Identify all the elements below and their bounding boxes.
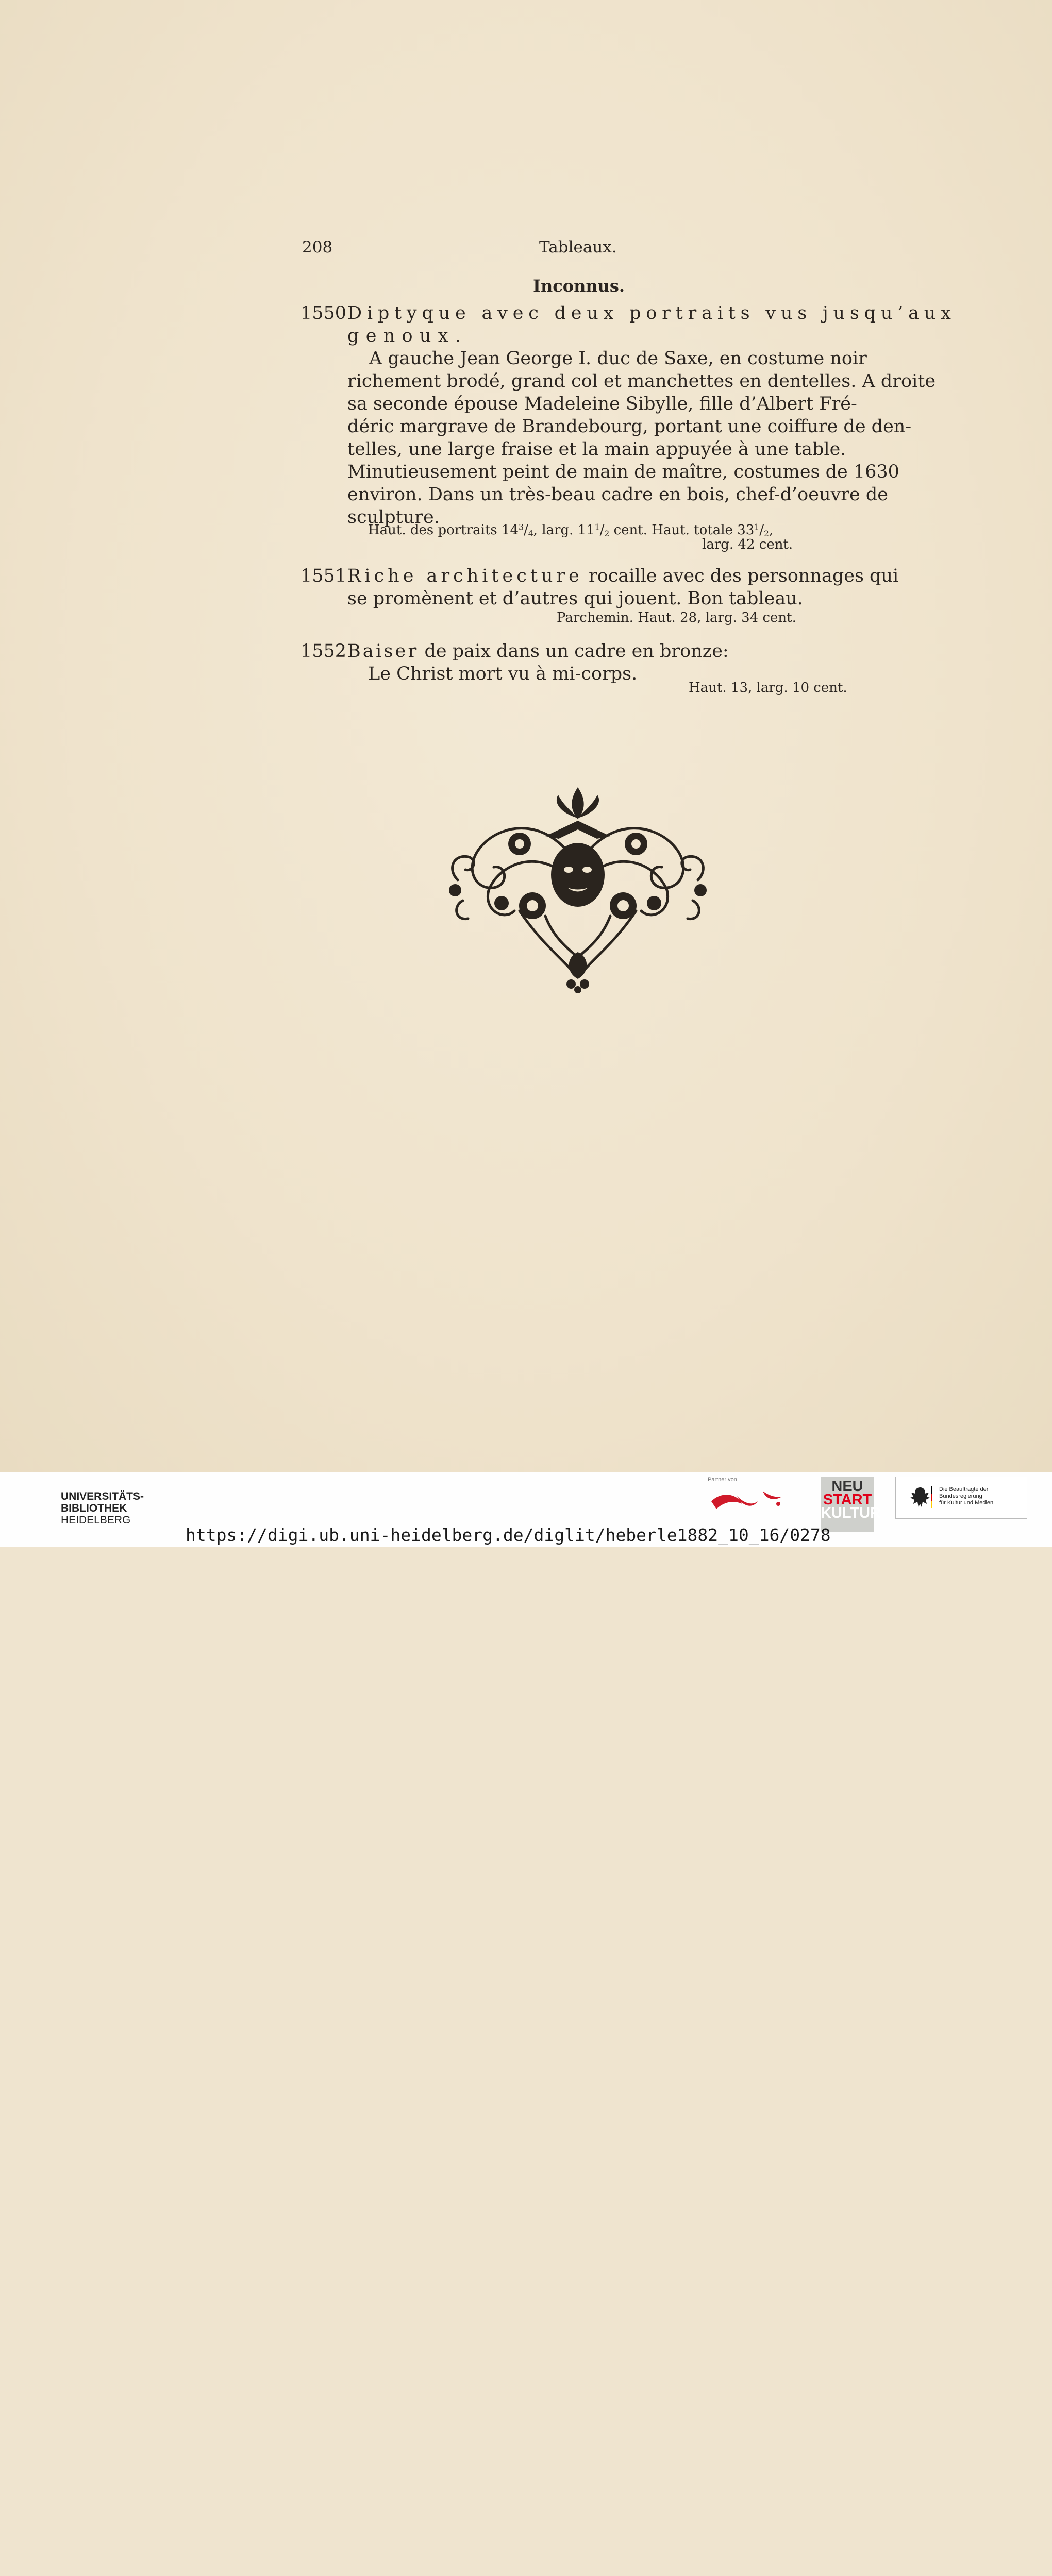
- library-name: UNIVERSITÄTS- BIBLIOTHEK HEIDELBERG: [61, 1490, 144, 1526]
- bkm-logo-box: [895, 1477, 1027, 1519]
- entry-dimensions: Haut. des portraits $14^3/_4$, larg. $11^1/_2$ cent. Haut. totale $33^1/_2$,: [368, 522, 774, 538]
- neustart-kultur-badge: NEU START KULTUR: [821, 1477, 874, 1532]
- entry-body-line: A gauche Jean George I. duc de Saxe, en costume noir: [369, 348, 867, 369]
- entry-body-line: se promènent et d’autres qui jouent. Bon tableau.: [347, 588, 803, 609]
- entry-heading-cont: genoux.: [347, 326, 468, 346]
- entry-heading: Riche architecture rocaille avec des personnages qui: [347, 566, 899, 586]
- bkm-label: Die Beauftragte der Bundesregierung für Kultur und Medien: [939, 1486, 994, 1506]
- entry-number: 1552: [300, 641, 347, 662]
- section-title: Inconnus.: [533, 276, 625, 296]
- entry-heading: Baiser de paix dans un cadre en bronze:: [347, 641, 729, 662]
- entry-body-line: environ. Dans un très-beau cadre en bois, chef-d’oeuvre de: [347, 484, 888, 505]
- entry-dimensions-cont: larg. 42 cent.: [702, 537, 793, 552]
- baroque-grotesque-mask-vignette-icon: [442, 787, 713, 993]
- entry-number: 1550: [300, 303, 347, 324]
- entry-body-line: déric margrave de Brandebourg, portant une coiffure de den-: [347, 416, 912, 437]
- partner-label: Partner von: [708, 1477, 737, 1483]
- entry-body-line: richement brodé, grand col et manchettes en dentelles. A droite: [347, 371, 936, 392]
- page-number: 208: [302, 238, 333, 257]
- entry-number: 1551: [300, 566, 347, 586]
- deutsche-digitale-bibliothek-logo-icon: [706, 1486, 794, 1517]
- entry-body-line: Le Christ mort vu à mi-corps.: [368, 664, 638, 684]
- entry-body-line: telles, une large fraise et la main appuyée à une table.: [347, 439, 846, 460]
- running-head: Tableaux.: [539, 238, 617, 257]
- permalink-url[interactable]: https://digi.ub.uni-heidelberg.de/diglit/heberle1882_10_16/0278: [186, 1525, 831, 1545]
- entry-dimensions: Haut. 13, larg. 10 cent.: [689, 680, 847, 696]
- entry-body-line: Minutieusement peint de main de maître, costumes de 1630: [347, 462, 899, 482]
- entry-body-line: sculpture.: [347, 507, 440, 528]
- federal-eagle-icon: [907, 1484, 933, 1510]
- entry-body-line: sa seconde épouse Madeleine Sibylle, fille d’Albert Fré-: [347, 394, 857, 414]
- entry-dimensions: Parchemin. Haut. 28, larg. 34 cent.: [557, 610, 796, 625]
- permalink-bar: [0, 1524, 1052, 1547]
- entry-heading: Diptyque avec deux portraits vus jusqu’aux: [347, 303, 956, 324]
